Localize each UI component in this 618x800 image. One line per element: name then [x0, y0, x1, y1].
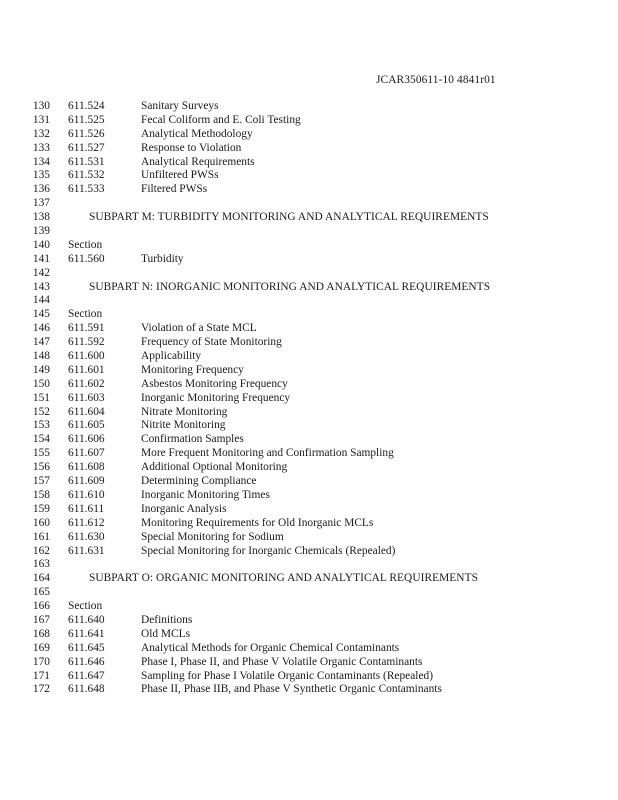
section-title: Nitrate Monitoring — [141, 405, 228, 418]
line-number: 131 — [32, 113, 50, 126]
line-number: 159 — [32, 502, 50, 515]
section-title: Unfiltered PWSs — [141, 169, 219, 182]
line-number: 167 — [32, 613, 50, 626]
line-number: 157 — [32, 475, 50, 488]
section-title: Analytical Methods for Organic Chemical Contaminants — [141, 641, 400, 654]
section-title: Fecal Coliform and E. Coli Testing — [141, 113, 301, 126]
section-number: 611.612 — [68, 516, 105, 529]
section-title: Frequency of State Monitoring — [141, 336, 282, 349]
line-number: 140 — [32, 238, 50, 251]
section-number: 611.648 — [68, 683, 105, 696]
section-title: Filtered PWSs — [141, 183, 208, 196]
line-number: 147 — [32, 336, 50, 349]
section-number: 611.631 — [68, 544, 105, 557]
line-number: 171 — [32, 669, 50, 682]
line-number: 153 — [32, 419, 50, 432]
subpart-heading: SUBPART O: ORGANIC MONITORING AND ANALYTICAL REQUIREMENTS — [89, 572, 478, 585]
line-number: 154 — [32, 433, 50, 446]
section-number: 611.526 — [68, 127, 105, 140]
section-label: Section — [68, 238, 103, 251]
section-number: 611.630 — [68, 530, 105, 543]
section-number: 611.647 — [68, 669, 105, 682]
line-number: 164 — [32, 572, 50, 585]
line-number: 145 — [32, 308, 50, 321]
line-number: 172 — [32, 683, 50, 696]
section-number: 611.525 — [68, 113, 105, 126]
line-number: 130 — [32, 100, 50, 112]
line-number: 150 — [32, 377, 50, 390]
line-number: 141 — [32, 252, 50, 265]
section-number: 611.640 — [68, 613, 105, 626]
line-number: 165 — [32, 586, 50, 599]
section-title: Asbestos Monitoring Frequency — [141, 377, 288, 390]
section-title: Special Monitoring for Sodium — [141, 530, 284, 543]
section-number: 611.531 — [68, 155, 105, 168]
line-number: 161 — [32, 530, 50, 543]
line-number: 146 — [32, 322, 50, 335]
line-number: 170 — [32, 655, 50, 668]
section-title: Definitions — [141, 613, 193, 626]
line-number: 137 — [32, 197, 50, 210]
section-title: Inorganic Monitoring Frequency — [141, 391, 291, 404]
section-number: 611.527 — [68, 141, 105, 154]
line-number: 151 — [32, 391, 50, 404]
section-title: Monitoring Frequency — [141, 363, 244, 376]
section-title: Monitoring Requirements for Old Inorganic MCLs — [141, 516, 374, 529]
section-label: Section — [68, 308, 103, 321]
section-title: Applicability — [141, 350, 202, 363]
line-number: 162 — [32, 544, 50, 557]
line-number: 142 — [32, 266, 50, 279]
section-title: Nitrite Monitoring — [141, 419, 226, 432]
section-title: Determining Compliance — [141, 475, 257, 488]
line-number: 144 — [32, 294, 50, 307]
section-number: 611.560 — [68, 252, 105, 265]
section-number: 611.609 — [68, 475, 105, 488]
line-number: 133 — [32, 141, 50, 154]
section-number: 611.610 — [68, 488, 105, 501]
section-number: 611.592 — [68, 336, 105, 349]
line-number: 166 — [32, 600, 50, 613]
line-number: 136 — [32, 183, 50, 196]
line-number: 163 — [32, 558, 50, 571]
section-number: 611.641 — [68, 627, 105, 640]
section-number: 611.645 — [68, 641, 105, 654]
section-title: Inorganic Analysis — [141, 502, 227, 515]
section-title: Turbidity — [141, 252, 184, 265]
section-title: Violation of a State MCL — [141, 322, 257, 335]
section-number: 611.600 — [68, 350, 105, 363]
section-title: Analytical Requirements — [141, 155, 255, 168]
section-title: Special Monitoring for Inorganic Chemicals (Repealed) — [141, 544, 396, 557]
line-number: 155 — [32, 447, 50, 460]
section-label: Section — [68, 600, 103, 613]
section-number: 611.606 — [68, 433, 105, 446]
section-number: 611.611 — [68, 502, 105, 515]
line-number: 156 — [32, 461, 50, 474]
line-number: 132 — [32, 127, 50, 140]
section-title: Confirmation Samples — [141, 433, 244, 446]
section-title: Sampling for Phase I Volatile Organic Contaminants (Repealed) — [141, 669, 433, 682]
subpart-heading: SUBPART M: TURBIDITY MONITORING AND ANALYTICAL REQUIREMENTS — [89, 211, 489, 224]
section-number: 611.604 — [68, 405, 105, 418]
line-number: 152 — [32, 405, 50, 418]
section-title: More Frequent Monitoring and Confirmation Sampling — [141, 447, 394, 460]
line-number: 135 — [32, 169, 50, 182]
section-number: 611.646 — [68, 655, 105, 668]
section-title: Additional Optional Monitoring — [141, 461, 288, 474]
section-number: 611.591 — [68, 322, 105, 335]
section-number: 611.607 — [68, 447, 105, 460]
section-number: 611.532 — [68, 169, 105, 182]
section-number: 611.608 — [68, 461, 105, 474]
subpart-heading: SUBPART N: INORGANIC MONITORING AND ANALYTICAL REQUIREMENTS — [89, 280, 491, 293]
section-title: Inorganic Monitoring Times — [141, 488, 270, 501]
section-number: 611.524 — [68, 100, 105, 112]
section-title: Sanitary Surveys — [141, 100, 219, 112]
section-title: Old MCLs — [141, 627, 191, 640]
line-number: 160 — [32, 516, 50, 529]
section-title: Analytical Methodology — [141, 127, 253, 140]
line-number: 138 — [32, 211, 50, 224]
section-number: 611.601 — [68, 363, 105, 376]
line-number: 149 — [32, 363, 50, 376]
section-number: 611.602 — [68, 377, 105, 390]
line-number: 158 — [32, 488, 50, 501]
line-number: 168 — [32, 627, 50, 640]
section-number: 611.605 — [68, 419, 105, 432]
section-number: 611.603 — [68, 391, 105, 404]
section-title: Phase II, Phase IIB, and Phase V Synthetic Organic Contaminants — [141, 683, 442, 696]
line-number: 143 — [32, 280, 50, 293]
section-title: Response to Violation — [141, 141, 242, 154]
document-id: JCAR350611-10 4841r01 — [376, 74, 496, 86]
line-number: 139 — [32, 225, 50, 238]
section-title: Phase I, Phase II, and Phase V Volatile Organic Contaminants — [141, 655, 423, 668]
line-number: 169 — [32, 641, 50, 654]
line-number: 148 — [32, 350, 50, 363]
section-number: 611.533 — [68, 183, 105, 196]
line-number: 134 — [32, 155, 50, 168]
